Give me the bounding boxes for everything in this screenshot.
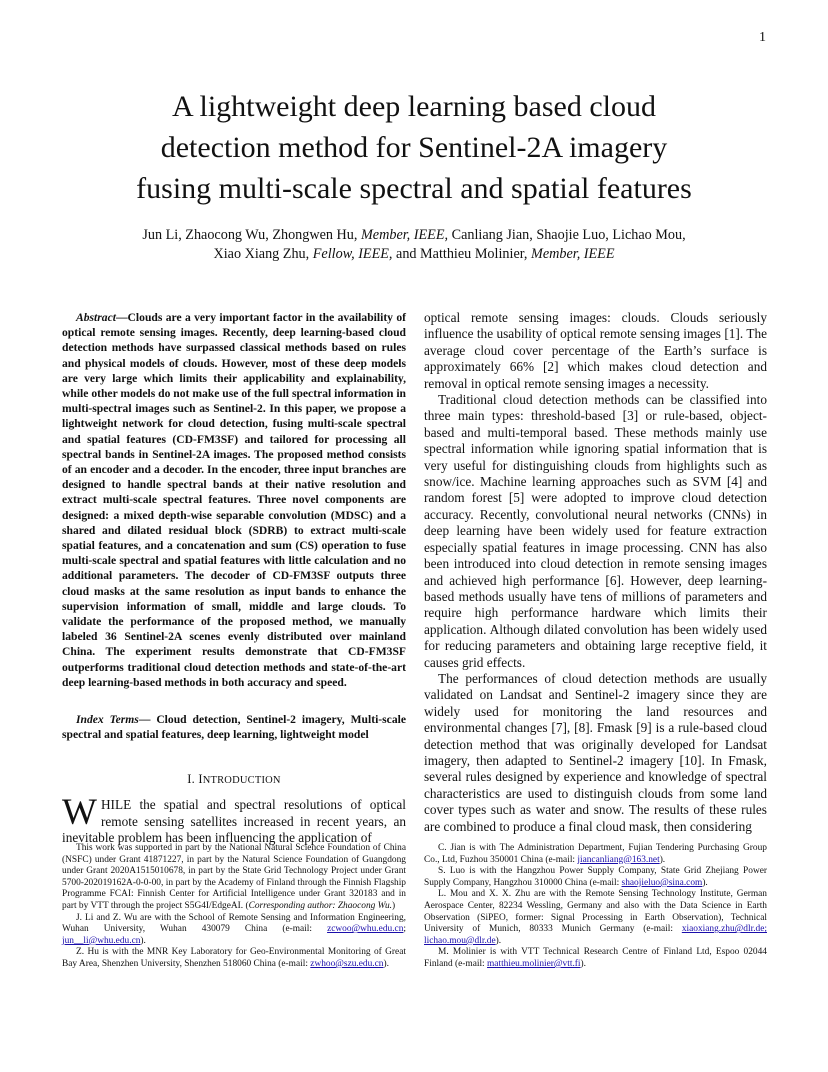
footnotes-right — [424, 843, 767, 971]
body-paragraph: The performances of cloud detection methods are usually validated on Landsat and Sentinel-2 imagery since they are widely used for monitoring the land resources and environmental changes [7], [8]. Fmask [9] is a rule-based cloud detection method that was originally developed for Landsat imagery, then adapted to Sentinel-2 imagery [10]. In Fmask, several rules designed by experience and knowledge of spectral characteristics are used to distinguish clouds from some land cover types such as water and snow. The results of these rules are combined to produce a final cloud mask, then considering — [424, 670, 767, 834]
footnote-affiliation: Z. Hu is with the MNR Key Laboratory for Geo-Environmental Monitoring of Great Bay Area, Shenzhen University, Shenzhen 518060 China (e-mail: zwhoo@szu.edu.cn). — [62, 947, 406, 969]
footnote-affiliation: C. Jian is with The Administration Department, Fujian Tendering Purchasing Group Co., Ltd, Fuzhou 350001 China (e-mail: jiancanliang@163.net). — [424, 843, 767, 865]
email-link[interactable]: zcwoo@whu.edu.cn — [327, 924, 404, 935]
title-line: A lightweight deep learning based cloud — [171, 90, 657, 123]
email-link[interactable]: zwhoo@szu.edu.cn — [310, 958, 384, 969]
footnotes-left — [62, 843, 406, 971]
footnote-affiliation: L. Mou and X. X. Zhu are with the Remote Sensing Technology Institute, German Aerospace Center, 82234 Wessling, Germany and also with the Data Science in Earth Observation (SiPEO, former: Signal Processing in Earth Observation), Technical University of Munich, 80333 Munich Germany (e-mail: xiaoxiang.zhu@dlr.de; lichao.mou@dlr.de). — [424, 889, 767, 946]
drop-cap: W — [62, 792, 97, 834]
email-link[interactable]: jiancanliang@163.net — [577, 854, 660, 865]
author-line: Jun Li, Zhaocong Wu, Zhongwen Hu, Member, IEEE, Canliang Jian, Shaojie Luo, Lichao Mou, — [142, 227, 686, 243]
title-line: fusing multi-scale spectral and spatial features — [136, 172, 692, 205]
index-terms-label: Index Terms — [76, 713, 139, 727]
author-list — [60, 226, 768, 264]
author-line: Xiao Xiang Zhu, Fellow, IEEE, and Matthieu Molinier, Member, IEEE — [213, 246, 615, 262]
body-paragraph: Traditional cloud detection methods can be classified into three main types: threshold-based [3] or rule-based, object-based and multi-temporal based. These methods mainly use spectral information while ignoring spatial information that is very useful for distinguishing clouds from highlights such as snow/ice. Machine learning approaches such as SVM [4] and random forest [5] were adopted to improve cloud detection accuracy. Recently, convolutional neural networks (CNNs) in deep learning have been widely used for feature extraction especially spatial features in image processing. CNN has also been introduced into cloud detection in remote sensing images and achieved high performance [6]. However, deep learning-based methods usually have tens of millions of parameters and require high performance hardware which limits their application. Although dilated convolution has been widely used for reducing parameters and obtaining large receptive field, it causes grid effects. — [424, 392, 767, 670]
intro-text: HILE the spatial and spectral resolutions of optical remote sensing satellites increased in recent years, an inevitable problem has been influencing the application of — [62, 797, 406, 846]
email-link[interactable]: matthieu.molinier@vtt.fi — [487, 958, 581, 969]
footnote-affiliation: S. Luo is with the Hangzhou Power Supply Company, State Grid Zhejiang Power Supply Company, Hangzhou 310000 China (e-mail: shaojieluo@sina.com). — [424, 866, 767, 888]
page-number: 1 — [759, 30, 766, 45]
abstract-text: —Clouds are a very important factor in the availability of optical remote sensing images. Recently, deep learning-based cloud detection methods have surpassed classical methods based on rules and physical models of clouds. However, most of these deep models are very large which limits their applicability and explainability, while other models do not make use of the full spectral information in multi-spectral images such as Sentinel-2. In this paper, we propose a lightweight network for cloud detection, fusing multi-scale spectral and spatial features (CD-FM3SF) and tailored for processing all spectral bands in Sentinel-2A images. The proposed method consists of an encoder and a decoder. In the encoder, three input branches are designed to handle spectral bands at their native resolution and extract multi-scale spectral features. Three novel components are designed: a mixed depth-wise separable convolution (MDSC) and a shared and dilated residual block (SDRB) to extract multi-scale spatial features, and a concatenation and sum (CS) operation to fuse multi-scale spectral and spatial features with little calculation and no additional parameters. The decoder of CD-FM3SF outputs three cloud masks at the same resolution as input bands to enhance the supervision information of small, middle and large clouds. To validate the performance of the proposed method, we manually labeled 36 Sentinel-2A scenes evenly distributed over mainland China. The experiment results demonstrate that CD-FM3SF outperforms traditional cloud detection methods and state-of-the-art deep learning-based methods in both accuracy and speed. — [62, 311, 406, 689]
left-column — [62, 310, 406, 847]
introduction-paragraph — [62, 792, 406, 846]
email-link[interactable]: xiaoxiang.zhu@dlr.de; lichao.mou@dlr.de — [424, 924, 767, 946]
footnote-affiliation: J. Li and Z. Wu are with the School of Remote Sensing and Information Engineering, Wuhan University, Wuhan 430079 China (e-mail: zcwoo@whu.edu.cn; jun__li@whu.edu.cn). — [62, 912, 406, 946]
email-link[interactable]: jun__li@whu.edu.cn — [62, 935, 141, 946]
abstract-label: Abstract — [76, 311, 116, 324]
paper-title — [60, 86, 768, 209]
title-line: detection method for Sentinel-2A imagery — [160, 131, 668, 164]
footnote-funding: This work was supported in part by the National Natural Science Foundation of China (NSFC) under Grant 41871227, in part by the Natural Science Foundation of Guangdong under Grant 2020A1515010678, in part by the State Grid Technology Project under Grant 5700-202019162A-0-0-00, in part by the Academy of Finland through the Finnish Flagship Programme FCAI: Finnish Center for Artificial Intelligence under Grant 320183 and in part by VTT through the project S5G4I/EdgeAI. (Corresponding author: Zhaocong Wu.) — [62, 843, 406, 911]
index-terms — [62, 712, 406, 742]
right-column — [424, 310, 767, 835]
email-link[interactable]: shaojieluo@sina.com — [621, 877, 703, 888]
abstract — [62, 310, 406, 690]
index-terms-text: — Cloud detection, Sentinel-2 imagery, Multi-scale spectral and spatial features, deep learning, lightweight model — [62, 713, 406, 742]
body-paragraph: optical remote sensing images: clouds. Clouds seriously influence the usability of optical remote sensing images [1]. The average cloud cover percentage of the Earth’s surface is approximately 66% [2] which makes cloud detection and removal in optical remote sensing images a necessity. — [424, 310, 767, 391]
footnote-affiliation: M. Molinier is with VTT Technical Research Centre of Finland Ltd, Espoo 02044 Finland (e-mail: matthieu.molinier@vtt.fi). — [424, 947, 767, 969]
section-heading-introduction: I. INTRODUCTION — [187, 772, 281, 787]
